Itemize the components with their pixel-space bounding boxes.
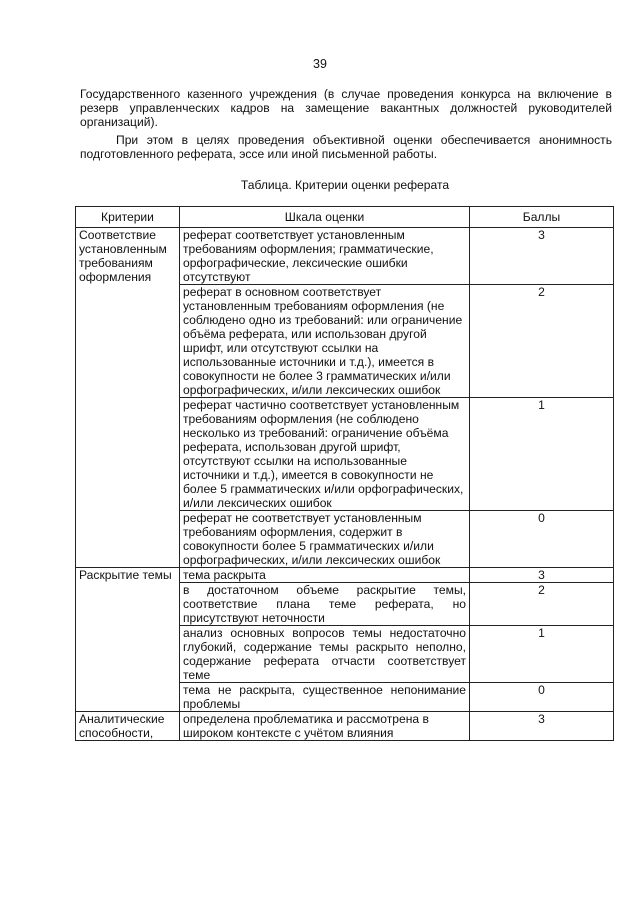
- header-scale: Шкала оценки: [180, 207, 470, 228]
- header-score: Баллы: [470, 207, 614, 228]
- criterion-topic-coverage: Раскрытие темы: [76, 568, 180, 712]
- scale-cell: анализ основных вопросов темы недостаточно глубокий, содержание темы раскрыто неполно, содержание реферата отчасти соответствует теме: [180, 626, 470, 683]
- scale-cell: реферат частично соответствует установленным требованиям оформления (не соблюдено несколько из требований: ограничение объёма реферата, использован другой шрифт, отсутствуют ссылки на использованные источники и т.д.), имеется в совокупности не более 5 грамматических и/или орфографических, и/или лексических ошибок: [180, 398, 470, 511]
- score-cell: 1: [470, 626, 614, 683]
- criteria-table: [75, 206, 614, 741]
- score-cell: 3: [470, 568, 614, 583]
- scale-cell: реферат не соответствует установленным требованиям оформления, содержит в совокупности более 5 грамматических и/или орфографических, и/или лексических ошибок: [180, 511, 470, 568]
- score-cell: 3: [470, 228, 614, 285]
- scale-cell: тема раскрыта: [180, 568, 470, 583]
- table-row: [76, 712, 614, 741]
- scale-cell: реферат в основном соответствует установленным требованиям оформления (не соблюдено одно из требований: или ограничение объёма реферата, или использован другой шрифт, или отсутствуют ссылки на использованные источники и т.д.), имеется в совокупности не более 3 грамматических и/или орфографических, и/или лексических ошибок: [180, 285, 470, 398]
- scale-cell: в достаточном объеме раскрытие темы, соответствие плана теме реферата, но присутствуют неточности: [180, 583, 470, 626]
- paragraph-1: Государственного казенного учреждения (в случае проведения конкурса на включение в резерв управленческих кадров на замещение вакантных должностей руководителей организаций).: [80, 87, 612, 129]
- table-caption: Таблица. Критерии оценки реферата: [240, 178, 450, 192]
- score-cell: 0: [470, 683, 614, 712]
- paragraph-2: При этом в целях проведения объективной оценки обеспечивается анонимность подготовленного реферата, эссе или иной письменной работы.: [80, 133, 612, 161]
- criterion-formatting: Соответствие установленным требованиям оформления: [76, 228, 180, 568]
- table-row: [76, 228, 614, 285]
- page-number: 39: [313, 57, 327, 71]
- score-cell: 0: [470, 511, 614, 568]
- score-cell: 3: [470, 712, 614, 741]
- criterion-analytical: Аналитические способности,: [76, 712, 180, 741]
- scale-cell: тема не раскрыта, существенное непонимание проблемы: [180, 683, 470, 712]
- score-cell: 1: [470, 398, 614, 511]
- scale-cell: определена проблематика и рассмотрена в широком контексте с учётом влияния: [180, 712, 470, 741]
- scale-cell: реферат соответствует установленным требованиям оформления; грамматические, орфографические, лексические ошибки отсутствуют: [180, 228, 470, 285]
- table-header-row: [76, 207, 614, 228]
- score-cell: 2: [470, 583, 614, 626]
- header-criteria: Критерии: [76, 207, 180, 228]
- score-cell: 2: [470, 285, 614, 398]
- table-row: [76, 568, 614, 583]
